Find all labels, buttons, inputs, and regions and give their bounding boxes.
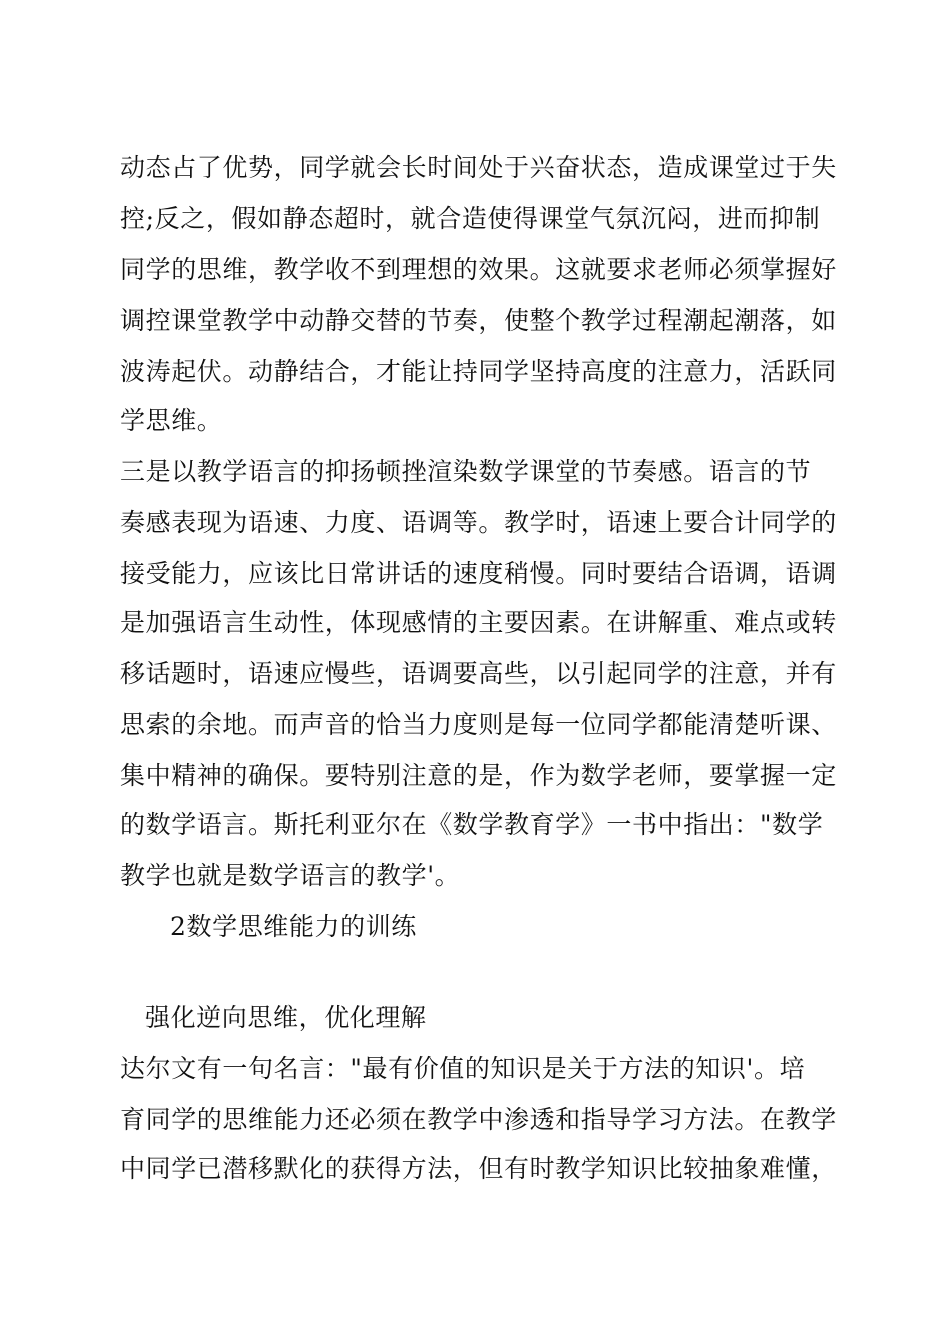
paragraph-1-line-5: 波涛起伏。动静结合，才能让持同学坚持高度的注意力，活跃同: [120, 357, 837, 386]
paragraph-2-line-7: 集中精神的确保。要特别注意的是，作为数学老师，要掌握一定: [120, 761, 837, 790]
paragraph-1-line-3: 同学的思维，教学收不到理想的效果。这就要求老师必须掌握好: [120, 255, 837, 284]
paragraph-2-line-9: 教学也就是数学语言的教学'。: [120, 861, 461, 890]
paragraph-3-line-1: 达尔文有一句名言："最有价值的知识是关于方法的知识'。培: [120, 1054, 806, 1083]
paragraph-1-line-1: 动态占了优势，同学就会长时间处于兴奋状态，造成课堂过于失: [120, 153, 837, 182]
paragraph-2-line-4: 是加强语言生动性，体现感情的主要因素。在讲解重、难点或转: [120, 608, 837, 637]
paragraph-1-line-4: 调控课堂教学中动静交替的节奏，使整个教学过程潮起潮落，如: [120, 306, 837, 335]
paragraph-2-line-6: 思索的余地。而声音的恰当力度则是每一位同学都能清楚听课、: [120, 710, 837, 739]
paragraph-3-line-2: 育同学的思维能力还必须在教学中渗透和指导学习方法。在教学: [120, 1105, 837, 1134]
paragraph-2-line-8: 的数学语言。斯托利亚尔在《数学教育学》一书中指出："数学: [120, 810, 824, 839]
section-heading: 2数学思维能力的训练: [170, 912, 417, 941]
paragraph-2-line-5: 移话题时，语速应慢些，语调要高些，以引起同学的注意，并有: [120, 659, 837, 688]
paragraph-2-line-3: 接受能力，应该比日常讲话的速度稍慢。同时要结合语调，语调: [120, 559, 837, 588]
paragraph-1-line-2: 控;反之，假如静态超时，就合造使得课堂气氛沉闷，进而抑制: [120, 204, 821, 233]
paragraph-1-line-6: 学思维。: [120, 406, 223, 435]
paragraph-2-line-2: 奏感表现为语速、力度、语调等。教学时，语速上要合计同学的: [120, 508, 837, 537]
sub-heading: 强化逆向思维，优化理解: [145, 1003, 427, 1032]
paragraph-2-line-1: 三是以教学语言的抑扬顿挫渲染数学课堂的节奏感。语言的节: [120, 457, 812, 486]
paragraph-3-line-3: 中同学已潜移默化的获得方法，但有时教学知识比较抽象难懂，: [120, 1154, 837, 1183]
